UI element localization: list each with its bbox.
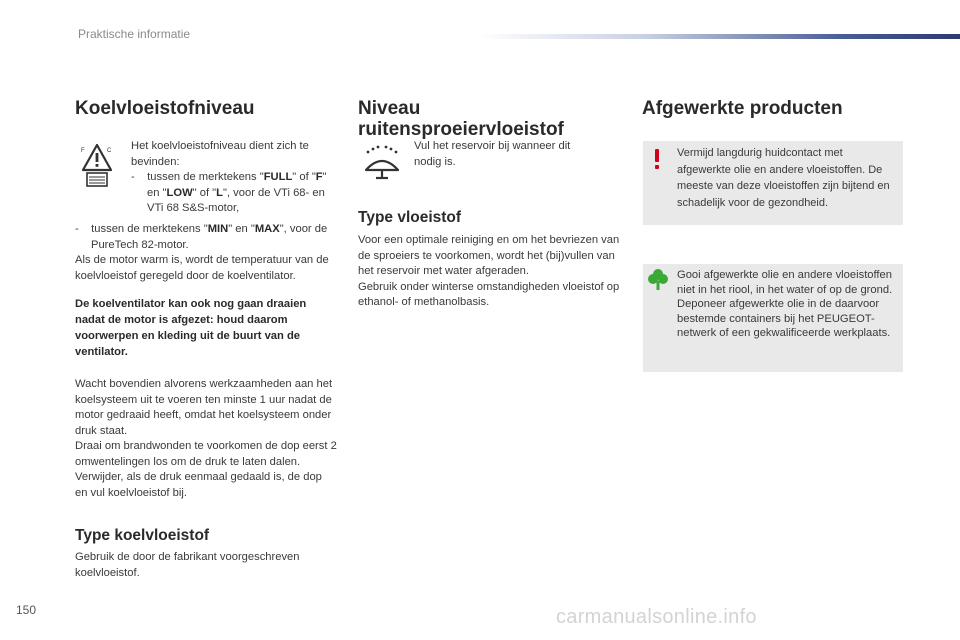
header-gradient-bar xyxy=(478,34,960,39)
svg-text:C: C xyxy=(107,148,112,154)
bullet-dash: - xyxy=(75,223,79,235)
section-header-label: Praktische informatie xyxy=(78,27,191,41)
washer-intro-text: Vul het reservoir bij wanneer dit nodig is. xyxy=(414,140,571,168)
exclamation-icon xyxy=(652,148,662,170)
bullet-text: ", voor de PureTech 82-motor. xyxy=(91,223,328,251)
mark-max: MAX xyxy=(254,223,280,235)
bullet-text: tussen de merktekens " xyxy=(91,223,208,235)
fan-warning-text: De koelventilator kan ook nog gaan draaien nadat de motor is afgezet: houd daarom voorwerpen en kleding uit de buurt van de ventilator. xyxy=(75,298,307,358)
mark-full: FULL xyxy=(263,171,293,183)
mark-min: MIN xyxy=(207,223,229,235)
washer-title-line1: Niveau xyxy=(358,98,421,119)
washer-level-title xyxy=(358,98,564,140)
page-number: 150 xyxy=(16,603,37,617)
coolant-cap-text: Draai om brandwonden te voorkomen de dop eerst 2 omwentelingen los om de druk te laten dalen. Verwijder, als de druk eenmaal gedaald is, de dop en vul koelvloeistof bij. xyxy=(75,440,337,499)
environment-text-block xyxy=(677,268,899,341)
bullet-dash: - xyxy=(131,171,135,183)
coolant-bullet-min-max xyxy=(75,222,337,253)
washer-type-text: Voor een optimale reiniging en om het bevriezen van de sproeiers te voorkomen, wordt het (bij)vullen van het reservoir met water afgeraden. xyxy=(358,234,620,277)
coolant-intro-block xyxy=(131,139,341,217)
coolant-temperature-text: Als de motor warm is, wordt de temperatuur van de koelvloeistof geregeld door de koelventilator. xyxy=(75,254,329,282)
disposal-text: Gooi afgewerkte olie en andere vloeistoffen niet in het riool, in het water of op de grond. xyxy=(677,269,893,296)
bullet-text: tussen de merktekens " xyxy=(147,171,264,183)
coolant-bullet-full-low xyxy=(131,170,341,217)
coolant-warning-icon xyxy=(80,142,114,188)
watermark: carmanualsonline.info xyxy=(556,606,757,628)
washer-winter-text: Gebruik onder winterse omstandigheden vloeistof op ethanol- of methanolbasis. xyxy=(358,280,620,308)
washer-title-line2: ruitensproeiervloeistof xyxy=(358,119,564,140)
deposit-text: Deponeer afgewerkte olie in de daarvoor bestemde containers bij het PEUGEOT-netwerk of een gekwalificeerde werkplaats. xyxy=(677,298,891,339)
coolant-type-text: Gebruik de door de fabrikant voorgeschreven koelvloeistof. xyxy=(75,551,300,579)
bullet-text: ", voor de VTi 68- en VTi 68 S&S-motor, xyxy=(147,186,325,214)
coolant-level-title: Koelvloeistofniveau xyxy=(75,98,255,119)
skin-contact-warning-text: Vermijd langdurig huidcontact met afgewerkte olie en andere vloeistoffen. De meeste van deze vloeistoffen zijn bijtend en schadelijk voor de gezondheid. xyxy=(677,147,890,209)
svg-text:F: F xyxy=(81,148,85,154)
bullet-text: " en " xyxy=(228,223,255,235)
coolant-body-block xyxy=(75,222,337,501)
mark-l: L xyxy=(216,186,223,199)
bullet-text: " en " xyxy=(147,171,327,199)
windscreen-washer-icon xyxy=(362,142,402,182)
coolant-type-title: Type koelvloeistof xyxy=(75,527,210,544)
bullet-text: " of " xyxy=(292,171,316,183)
washer-type-block xyxy=(358,233,628,311)
washer-type-title: Type vloeistof xyxy=(358,209,462,226)
coolant-intro-text: Het koelvloeistofniveau dient zich te bevinden: xyxy=(131,140,309,168)
mark-f: F xyxy=(315,171,323,183)
bullet-text: " of " xyxy=(192,186,217,199)
environment-tree-icon xyxy=(648,268,668,290)
coolant-wait-text: Wacht bovendien alvorens werkzaamheden aan het koelsysteem uit te voeren ten minste 1 uur nadat de motor gedraaid heeft, omdat het koelsysteem onder druk staat. xyxy=(75,378,333,437)
waste-products-title: Afgewerkte producten xyxy=(642,98,843,119)
mark-low: LOW xyxy=(166,186,193,199)
